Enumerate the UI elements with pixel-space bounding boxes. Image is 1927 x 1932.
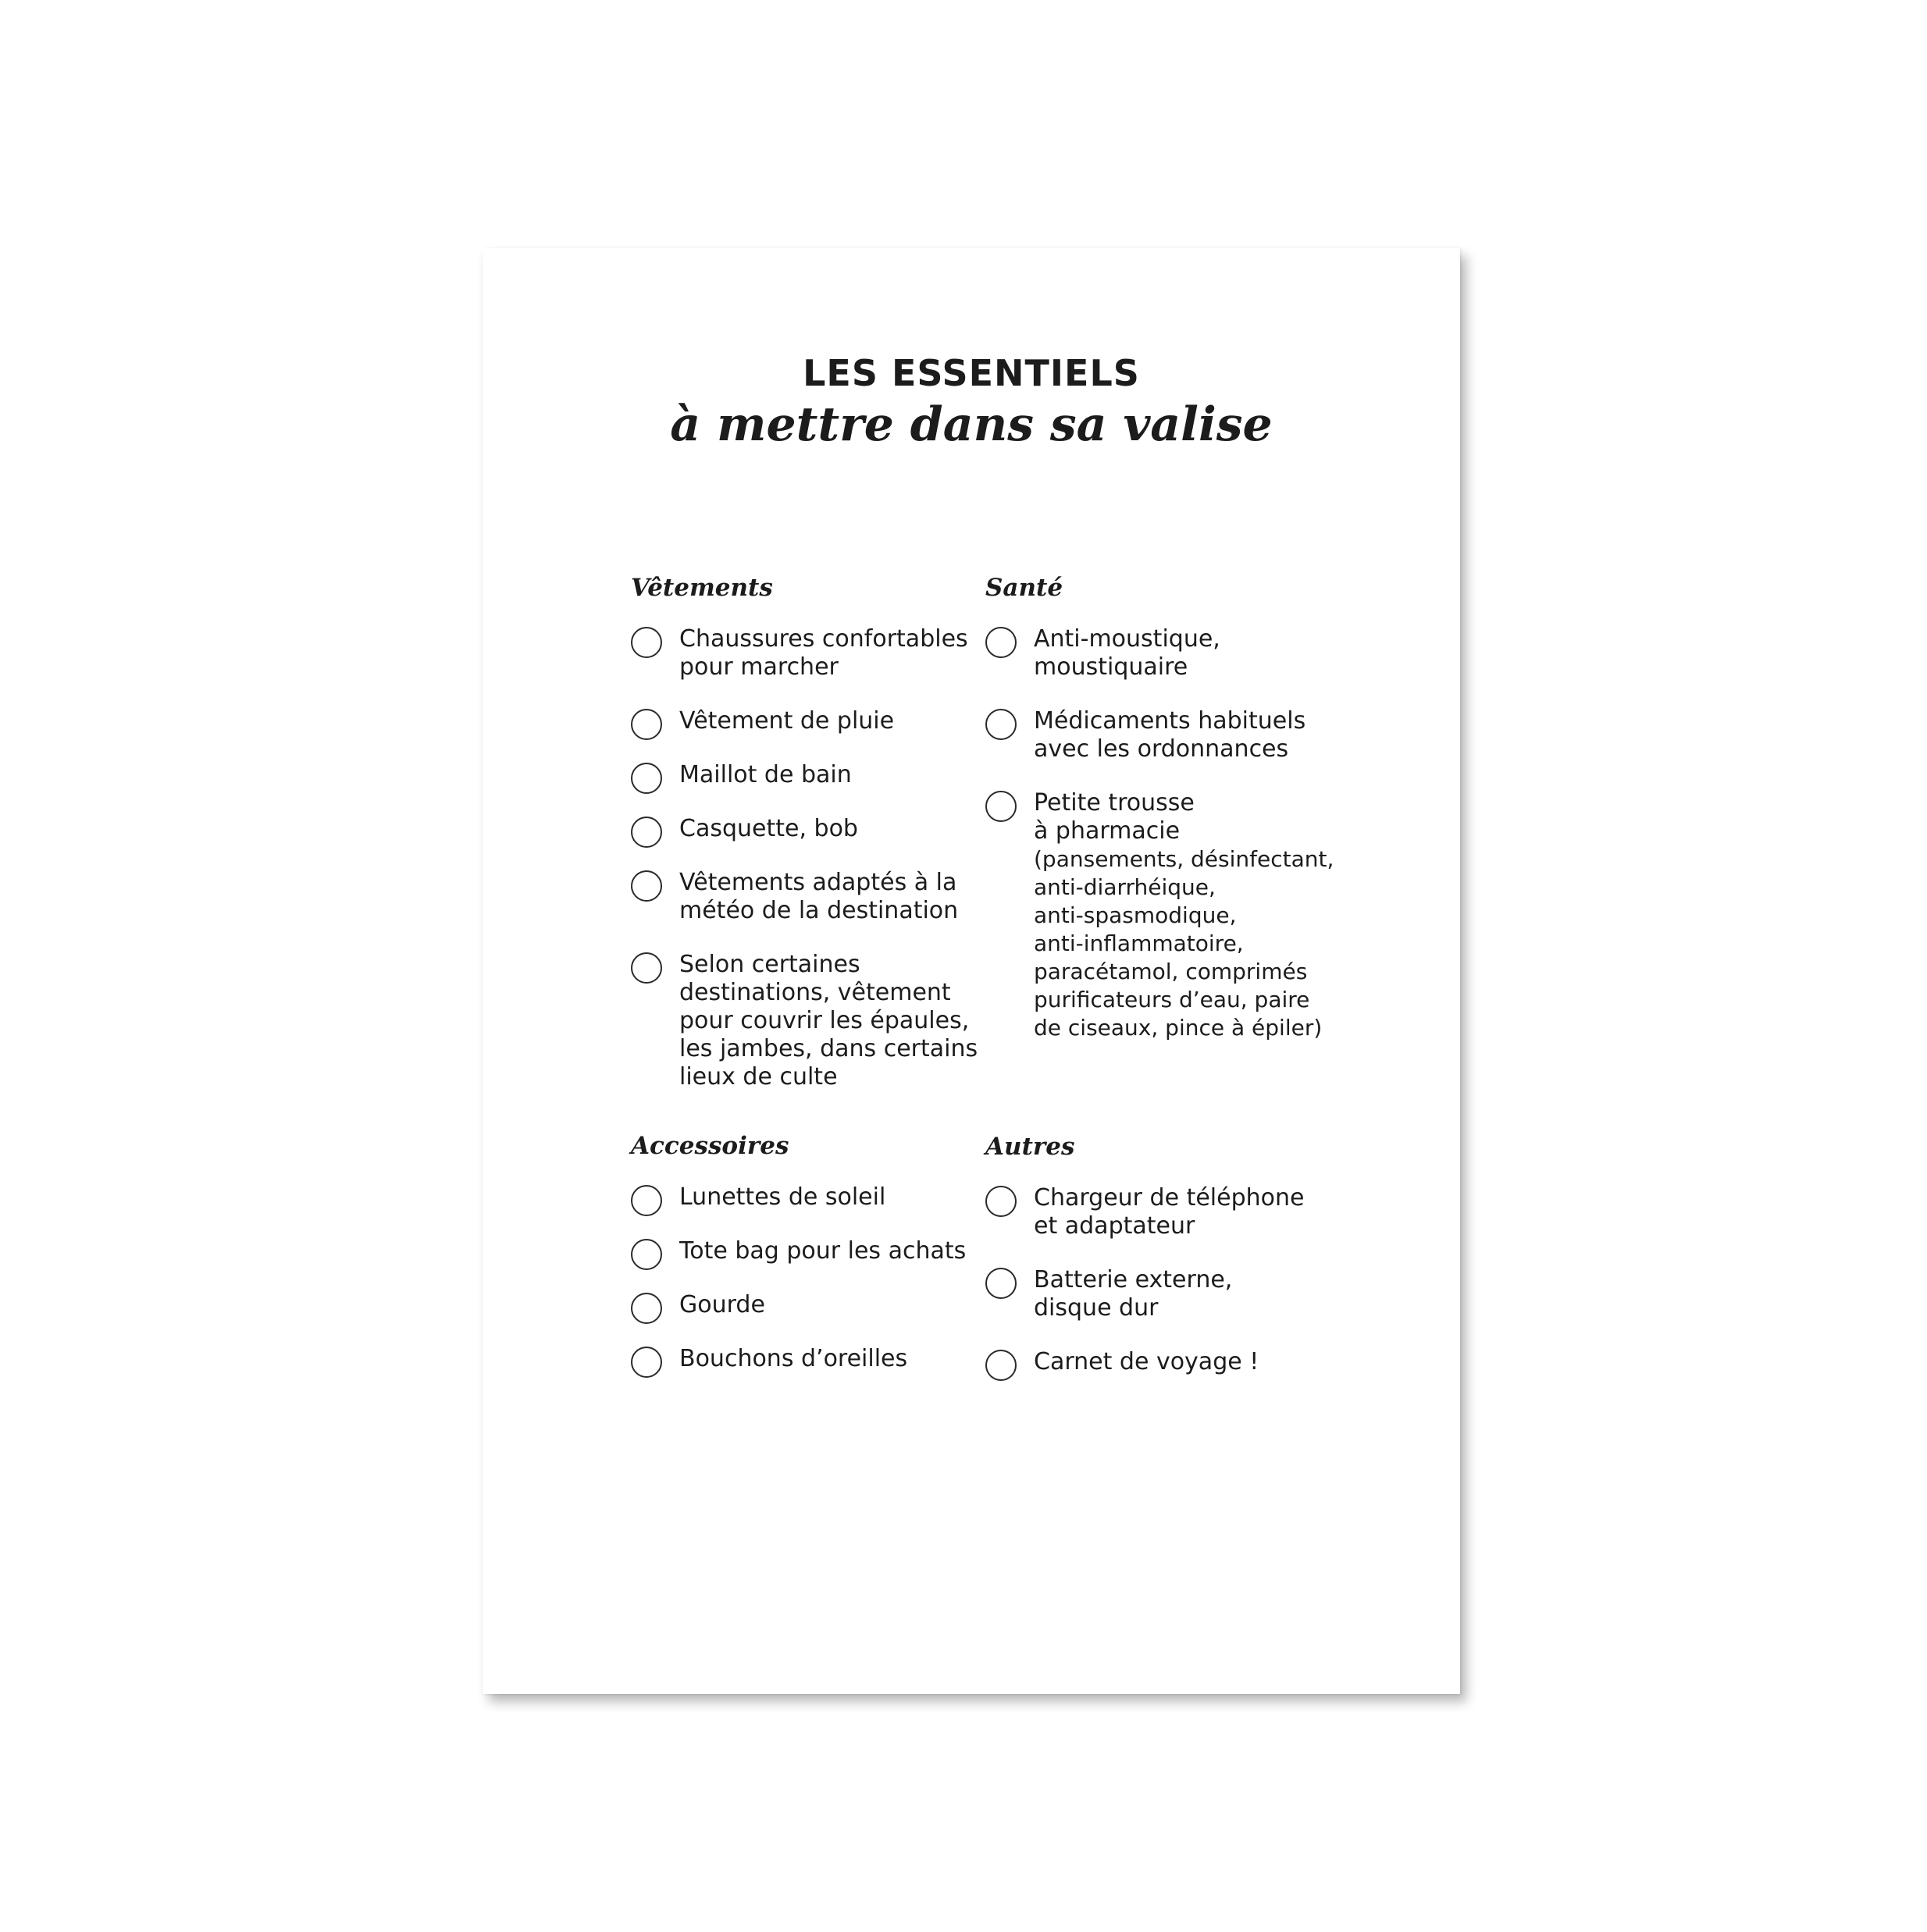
item-detail-line: anti-diarrhéique, — [1034, 874, 1216, 900]
item-detail-line: purificateurs d’eau, paire — [1034, 987, 1310, 1012]
item-label-line: Médicaments habituels — [1034, 707, 1306, 735]
checkbox-icon[interactable] — [631, 1239, 662, 1270]
section-heading: Accessoires — [631, 1132, 789, 1160]
item-detail-line: anti-inflammatoire, — [1034, 930, 1244, 956]
checklist-item — [985, 707, 1321, 763]
checklist-item — [631, 1345, 967, 1373]
checklist-item — [631, 815, 967, 843]
item-label-line: Petite trousse — [1034, 789, 1195, 817]
section-sante — [985, 572, 1334, 1068]
checkbox-icon[interactable] — [985, 627, 1017, 658]
item-detail-line: anti-spasmodique, — [1034, 902, 1237, 928]
item-label-line: les jambes, dans certains — [679, 1035, 978, 1062]
item-label-line: Vêtement de pluie — [679, 707, 895, 735]
checkbox-icon[interactable] — [631, 627, 662, 658]
item-label-line: disque dur — [1034, 1294, 1159, 1322]
item-label-line: lieux de culte — [679, 1063, 838, 1091]
checkbox-icon[interactable] — [631, 1185, 662, 1216]
checkbox-icon[interactable] — [631, 709, 662, 740]
checkbox-icon[interactable] — [631, 870, 662, 902]
checklist-item — [631, 1291, 967, 1319]
checkbox-icon[interactable] — [985, 1186, 1017, 1217]
title-subtitle: à mettre dans sa valise — [670, 397, 1273, 452]
section-vetements — [631, 572, 978, 1117]
item-label-line: Gourde — [679, 1291, 765, 1318]
item-detail-line: de ciseaux, pince à épiler) — [1034, 1015, 1323, 1041]
item-label-line: Carnet de voyage ! — [1034, 1348, 1259, 1375]
checklist-item — [985, 1348, 1321, 1376]
item-label-line: pour couvrir les épaules, — [679, 1007, 970, 1034]
checkbox-icon[interactable] — [631, 763, 662, 794]
checklist-item — [985, 1184, 1321, 1240]
checklist-page — [483, 248, 1460, 1694]
checklist-item — [631, 625, 967, 681]
checklist-item — [631, 707, 967, 735]
checklist — [985, 625, 1334, 1042]
item-label-line: Chargeur de téléphone — [1034, 1184, 1305, 1212]
checklist-item — [631, 869, 967, 925]
page-title — [483, 351, 1460, 453]
checklist-item — [631, 951, 978, 1091]
section-autres — [985, 1131, 1321, 1402]
item-label-line: à pharmacie — [1034, 817, 1181, 845]
item-label-line: pour marcher — [679, 653, 839, 681]
section-heading: Santé — [985, 574, 1063, 602]
item-label-line: Chaussures confortables — [679, 625, 968, 653]
checklist — [985, 1184, 1321, 1376]
checklist-item — [985, 625, 1321, 681]
checkbox-icon[interactable] — [631, 1293, 662, 1324]
checklist-item — [631, 1237, 967, 1265]
item-label-line: Anti-moustique, — [1034, 625, 1220, 653]
title-main: LES ESSENTIELS — [803, 352, 1140, 394]
checklist-item — [631, 1183, 967, 1212]
checkbox-icon[interactable] — [985, 1350, 1017, 1381]
item-label-line: et adaptateur — [1034, 1212, 1195, 1240]
item-label-line: Bouchons d’oreilles — [679, 1345, 908, 1372]
checklist — [631, 625, 978, 1091]
item-label-line: destinations, vêtement — [679, 979, 951, 1006]
item-label-line: Maillot de bain — [679, 761, 852, 788]
section-heading: Autres — [985, 1133, 1075, 1161]
checkbox-icon[interactable] — [985, 709, 1017, 740]
checklist-item — [985, 789, 1334, 1042]
checkbox-icon[interactable] — [631, 1347, 662, 1378]
item-label-line: moustiquaire — [1034, 653, 1188, 681]
checkbox-icon[interactable] — [985, 1268, 1017, 1299]
checkbox-icon[interactable] — [631, 817, 662, 848]
item-label-line: Casquette, bob — [679, 815, 858, 842]
checkbox-icon[interactable] — [631, 952, 662, 984]
section-accessoires — [631, 1130, 967, 1399]
item-label-line: Vêtements adaptés à la — [679, 869, 957, 896]
checkbox-icon[interactable] — [985, 791, 1017, 822]
item-label-line: Tote bag pour les achats — [679, 1237, 967, 1265]
item-label-line: Lunettes de soleil — [679, 1183, 886, 1211]
item-label-line: Selon certaines — [679, 951, 860, 978]
checklist — [631, 1183, 967, 1373]
item-label-line: Batterie externe, — [1034, 1266, 1233, 1293]
checklist-item — [985, 1266, 1321, 1322]
item-label-line: avec les ordonnances — [1034, 735, 1289, 763]
item-detail-line: paracétamol, comprimés — [1034, 959, 1308, 984]
checklist-item — [631, 761, 967, 789]
section-heading: Vêtements — [631, 574, 773, 602]
item-detail-line: (pansements, désinfectant, — [1034, 846, 1334, 872]
item-label-line: météo de la destination — [679, 897, 959, 924]
